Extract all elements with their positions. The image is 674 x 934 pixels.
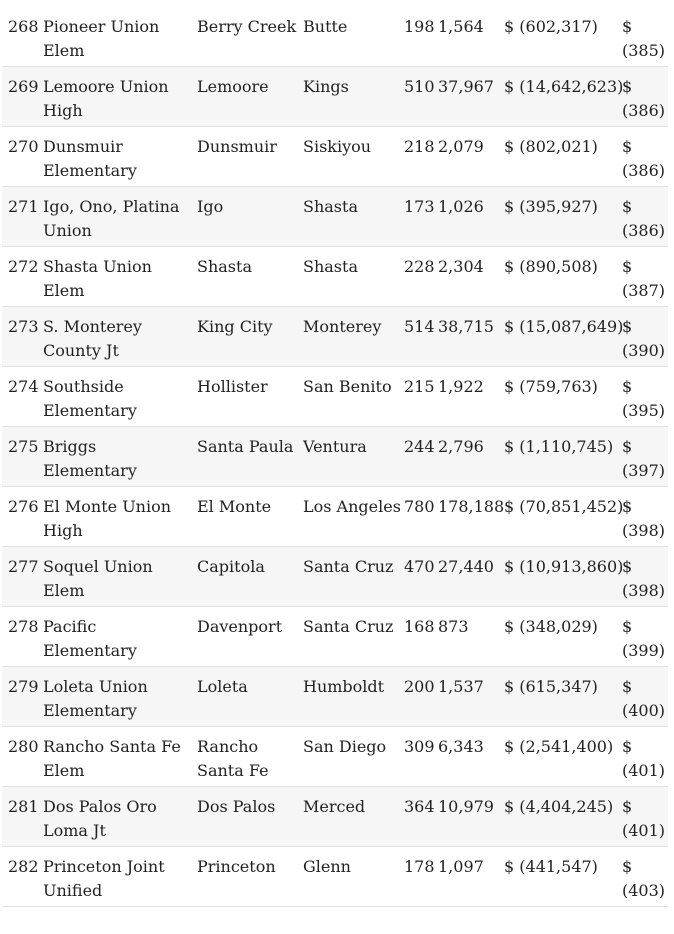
number-cell-2: 1,922 [438,377,484,396]
city-cell: El Monte [197,497,272,516]
per-unit-amount-cell: $ (398) [622,497,666,540]
rank-cell: 280 [8,737,39,756]
per-unit-amount-cell: $ (386) [622,77,666,120]
rank-cell: 276 [8,497,39,516]
number-cell-2: 178,188 [438,497,505,516]
table-row [2,307,668,367]
number-cell-2: 873 [438,617,469,636]
number-cell-2: 1,564 [438,17,484,36]
number-cell-1: 215 [404,377,435,396]
rank-cell: 268 [8,17,39,36]
number-cell-2: 2,796 [438,437,484,456]
table-row [2,427,668,487]
number-cell-2: 6,343 [438,737,484,756]
table-row [2,787,668,847]
district-name-cell: Soquel Union Elem [43,557,153,600]
city-cell: Princeton [197,857,276,876]
total-amount-cell: $ (10,913,860) [504,557,624,576]
total-amount-cell: $ (802,021) [504,137,598,156]
district-table [2,7,668,907]
table-row [2,367,668,427]
table-row [2,727,668,787]
rank-cell: 282 [8,857,39,876]
rank-cell: 269 [8,77,39,96]
district-name-cell: Igo, Ono, Platina Union [43,197,180,240]
number-cell-1: 228 [404,257,435,276]
table-row [2,547,668,607]
district-name-cell: Lemoore Union High [43,77,169,120]
total-amount-cell: $ (1,110,745) [504,437,614,456]
county-cell: San Diego [303,737,387,756]
number-cell-1: 514 [404,317,435,336]
number-cell-1: 198 [404,17,435,36]
city-cell: Hollister [197,377,268,396]
rank-cell: 278 [8,617,39,636]
number-cell-1: 218 [404,137,435,156]
county-cell: Santa Cruz [303,557,394,576]
total-amount-cell: $ (14,642,623) [504,77,624,96]
per-unit-amount-cell: $ (401) [622,797,666,840]
city-cell: Dos Palos [197,797,276,816]
per-unit-amount-cell: $ (395) [622,377,666,420]
district-name-cell: S. Monterey County Jt [43,317,142,360]
number-cell-1: 173 [404,197,435,216]
number-cell-2: 27,440 [438,557,494,576]
rank-cell: 273 [8,317,39,336]
rank-cell: 274 [8,377,39,396]
county-cell: Humboldt [303,677,385,696]
rank-cell: 277 [8,557,39,576]
city-cell: Igo [197,197,224,216]
number-cell-1: 178 [404,857,435,876]
number-cell-2: 1,026 [438,197,484,216]
number-cell-2: 2,304 [438,257,484,276]
county-cell: Glenn [303,857,351,876]
per-unit-amount-cell: $ (398) [622,557,666,600]
county-cell: Los Angeles [303,497,401,516]
total-amount-cell: $ (15,087,649) [504,317,624,336]
table-row [2,607,668,667]
district-name-cell: Briggs Elementary [43,437,137,480]
county-cell: Siskiyou [303,137,372,156]
city-cell: Santa Paula [197,437,294,456]
rank-cell: 275 [8,437,39,456]
per-unit-amount-cell: $ (386) [622,137,666,180]
number-cell-1: 780 [404,497,435,516]
table-row [2,247,668,307]
number-cell-2: 2,079 [438,137,484,156]
county-cell: Ventura [303,437,367,456]
city-cell: Berry Creek [197,17,297,36]
number-cell-1: 470 [404,557,435,576]
district-name-cell: Pioneer Union Elem [43,17,160,60]
city-cell: Davenport [197,617,283,636]
district-name-cell: Loleta Union Elementary [43,677,148,720]
county-cell: Santa Cruz [303,617,394,636]
rank-cell: 281 [8,797,39,816]
per-unit-amount-cell: $ (386) [622,197,666,240]
district-name-cell: Princeton Joint Unified [43,857,165,900]
county-cell: Merced [303,797,366,816]
total-amount-cell: $ (395,927) [504,197,598,216]
number-cell-1: 200 [404,677,435,696]
rank-cell: 279 [8,677,39,696]
number-cell-2: 1,097 [438,857,484,876]
per-unit-amount-cell: $ (403) [622,857,666,900]
per-unit-amount-cell: $ (399) [622,617,666,660]
table-row [2,667,668,727]
district-name-cell: Dos Palos Oro Loma Jt [43,797,157,840]
city-cell: Dunsmuir [197,137,277,156]
number-cell-1: 510 [404,77,435,96]
per-unit-amount-cell: $ (401) [622,737,666,780]
table-row [2,7,668,67]
number-cell-1: 309 [404,737,435,756]
county-cell: Monterey [303,317,382,336]
number-cell-1: 364 [404,797,435,816]
total-amount-cell: $ (348,029) [504,617,598,636]
district-name-cell: Southside Elementary [43,377,137,420]
district-name-cell: Pacific Elementary [43,617,137,660]
number-cell-1: 244 [404,437,435,456]
table-row [2,187,668,247]
total-amount-cell: $ (441,547) [504,857,598,876]
per-unit-amount-cell: $ (390) [622,317,666,360]
city-cell: Capitola [197,557,265,576]
number-cell-1: 168 [404,617,435,636]
district-name-cell: Dunsmuir Elementary [43,137,137,180]
total-amount-cell: $ (602,317) [504,17,598,36]
rank-cell: 270 [8,137,39,156]
county-cell: Shasta [303,197,358,216]
total-amount-cell: $ (615,347) [504,677,598,696]
number-cell-2: 1,537 [438,677,484,696]
total-amount-cell: $ (70,851,452) [504,497,624,516]
county-cell: Butte [303,17,348,36]
table-row [2,847,668,907]
city-cell: Rancho Santa Fe [197,737,269,780]
rank-cell: 272 [8,257,39,276]
district-name-cell: Rancho Santa Fe Elem [43,737,181,780]
county-cell: Shasta [303,257,358,276]
table-row [2,487,668,547]
city-cell: Lemoore [197,77,269,96]
number-cell-2: 10,979 [438,797,494,816]
number-cell-2: 38,715 [438,317,494,336]
total-amount-cell: $ (890,508) [504,257,598,276]
district-name-cell: El Monte Union High [43,497,172,540]
per-unit-amount-cell: $ (387) [622,257,666,300]
per-unit-amount-cell: $ (400) [622,677,666,720]
per-unit-amount-cell: $ (397) [622,437,666,480]
city-cell: Loleta [197,677,248,696]
county-cell: San Benito [303,377,392,396]
county-cell: Kings [303,77,349,96]
table-row [2,127,668,187]
city-cell: King City [197,317,273,336]
total-amount-cell: $ (4,404,245) [504,797,614,816]
per-unit-amount-cell: $ (385) [622,17,666,60]
rank-cell: 271 [8,197,39,216]
number-cell-2: 37,967 [438,77,494,96]
total-amount-cell: $ (2,541,400) [504,737,614,756]
district-name-cell: Shasta Union Elem [43,257,152,300]
city-cell: Shasta [197,257,252,276]
table-row [2,67,668,127]
total-amount-cell: $ (759,763) [504,377,598,396]
